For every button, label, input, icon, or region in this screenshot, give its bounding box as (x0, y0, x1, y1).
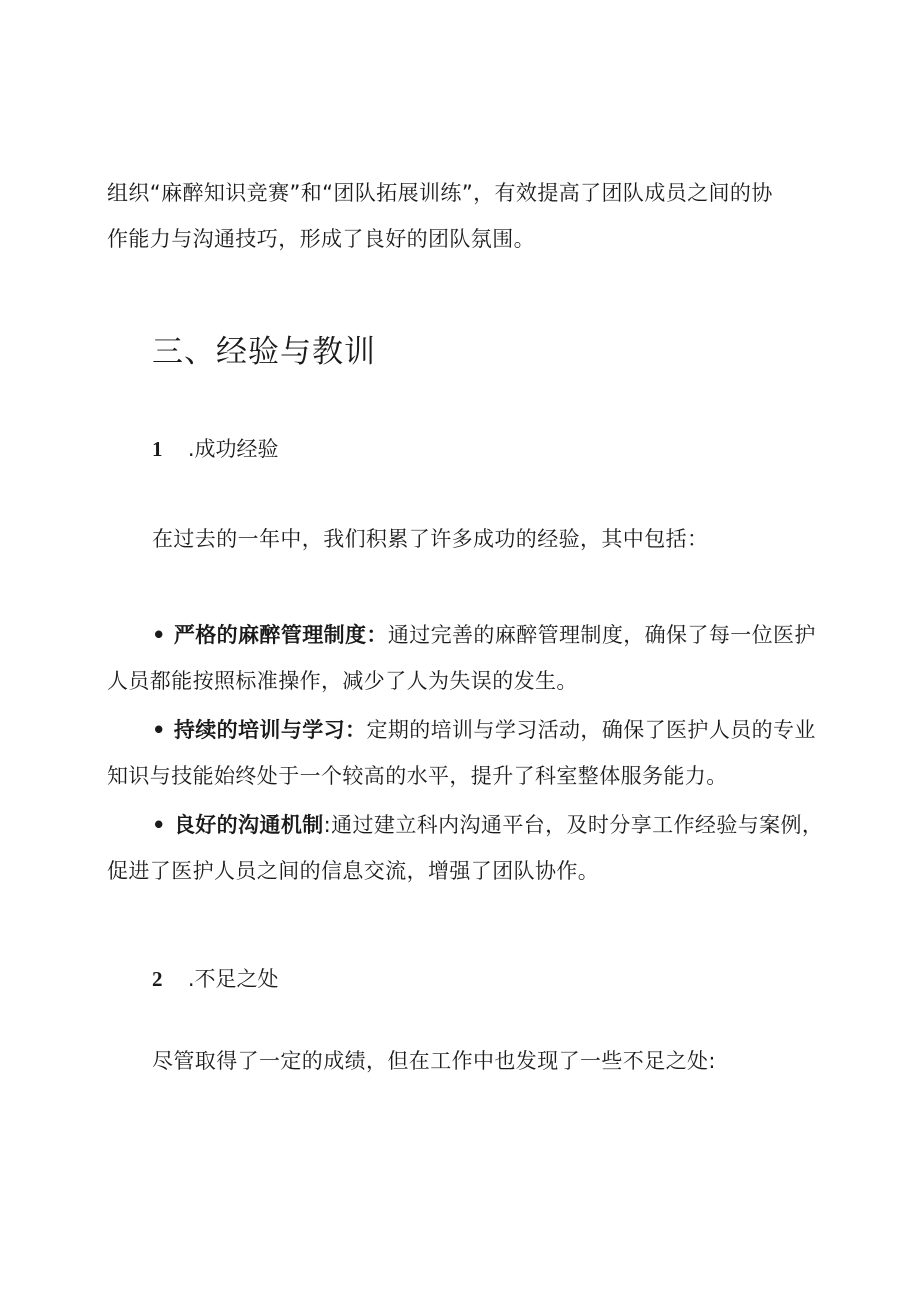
bullet-text: 通过完善的麻醉管理制度，确保了每一位医护 (387, 623, 816, 647)
bullet-item (107, 707, 816, 799)
subheading-number: 1 (152, 437, 163, 461)
section-heading: 三、经验与教训 (152, 334, 376, 370)
bullet-text: 定期的培训与学习活动，确保了医护人员的专业 (366, 718, 816, 742)
subheading-success (152, 434, 279, 464)
subheading-number: 2 (152, 967, 163, 991)
bullet-text-continued: 人员都能按照标准操作，减少了人为失误的发生。 (107, 669, 578, 693)
subheading-title: .不足之处 (187, 967, 279, 991)
bullet-dot: • (152, 623, 166, 647)
bullet-dot: • (152, 813, 166, 837)
bullet-dot: • (152, 718, 166, 742)
intro-paragraph (107, 170, 773, 262)
subheading-shortcomings (152, 964, 279, 994)
bullet-term: 良好的沟通机制 (173, 813, 324, 837)
subheading-title: .成功经验 (187, 437, 279, 461)
intro-line-1: 组织“麻醉知识竞赛”和“团队拓展训练”，有效提高了团队成员之间的协 (107, 181, 773, 205)
shortcomings-intro: 尽管取得了一定的成绩，但在工作中也发现了一些不足之处: (152, 1049, 716, 1073)
bullet-item (107, 802, 823, 894)
success-intro: 在过去的一年中，我们积累了许多成功的经验，其中包括： (152, 527, 709, 551)
bullet-item (107, 612, 816, 704)
bullet-text: :通过建立科内沟通平台，及时分享工作经验与案例， (323, 813, 824, 837)
bullet-term: 持续的培训与学习： (173, 718, 367, 742)
bullet-term: 严格的麻醉管理制度： (173, 623, 388, 647)
bullet-text-continued: 知识与技能始终处于一个较高的水平，提升了科室整体服务能力。 (107, 764, 728, 788)
bullet-text-continued: 促进了医护人员之间的信息交流，增强了团队协作。 (107, 859, 600, 883)
intro-line-2: 作能力与沟通技巧，形成了良好的团队氛围。 (107, 227, 535, 251)
